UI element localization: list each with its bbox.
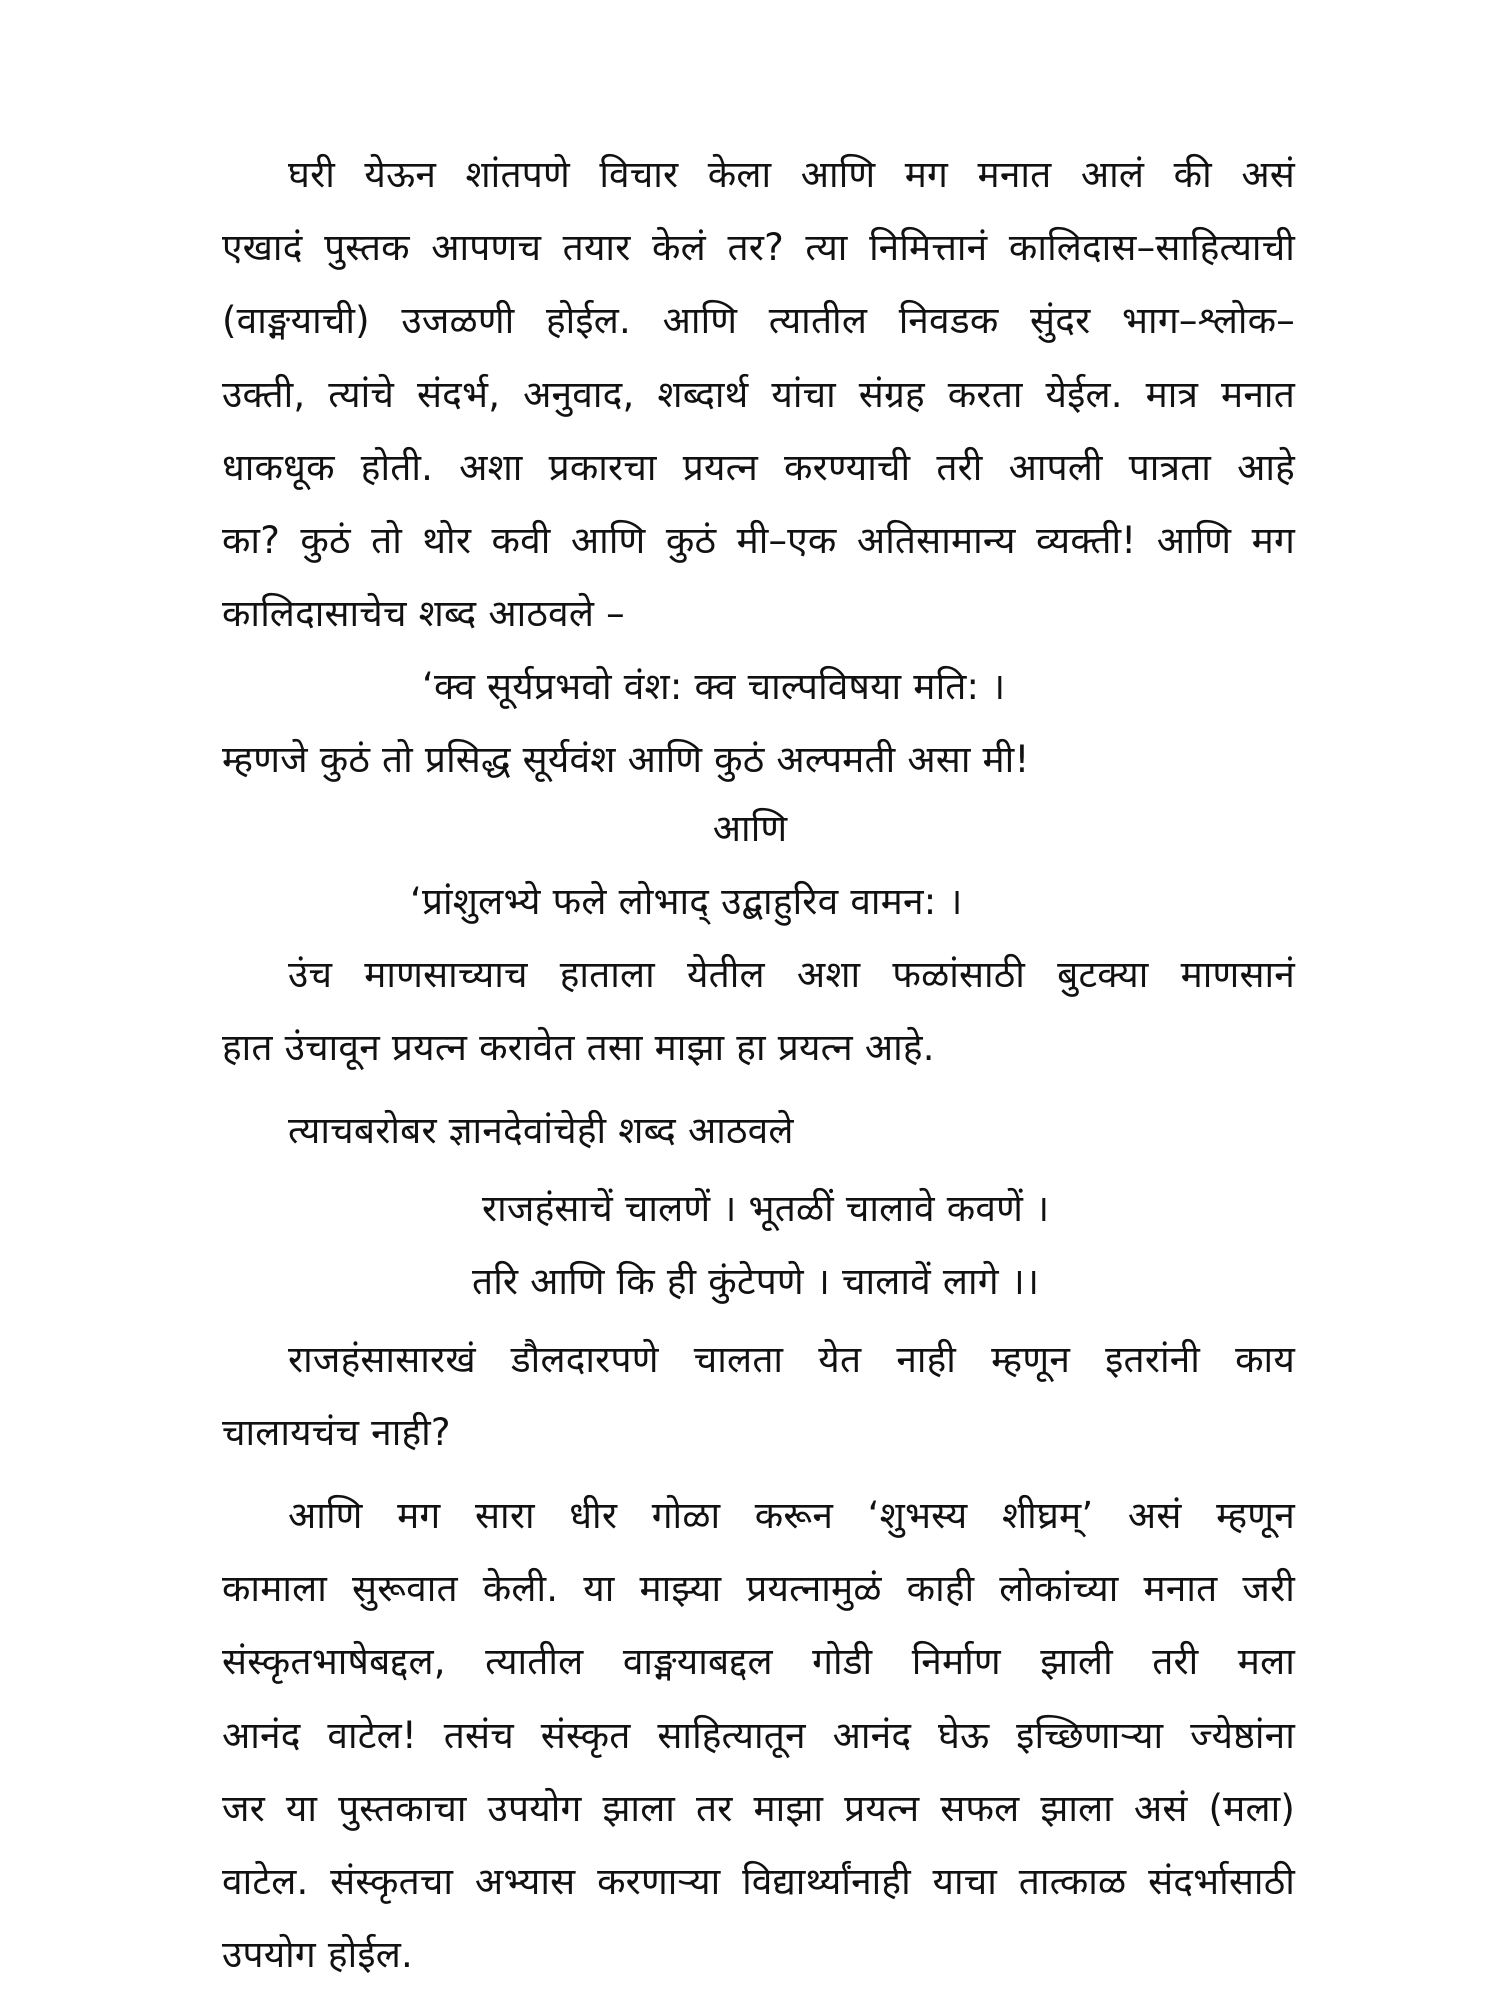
- paragraph-4-line-5: जर या पुस्तकाचा उपयोग झाला तर माझा प्रयत्न सफल झाला असं (मला): [222, 1786, 1295, 1830]
- paragraph-4-line-4: आनंद वाटेल! तसंच संस्कृत साहित्यातून आनंद घेऊ इच्छिणाऱ्या ज्येष्ठांना: [222, 1713, 1295, 1757]
- paragraph-4-line-3: संस्कृतभाषेबद्दल, त्यातील वाङ्मयाबद्दल गोडी निर्माण झाली तरी मला: [222, 1640, 1295, 1684]
- paragraph-4-line-7: उपयोग होईल.: [222, 1933, 413, 1976]
- paragraph-1-line-4: उक्ती, त्यांचे संदर्भ, अनुवाद, शब्दार्थ यांचा संग्रह करता येईल. मात्र मनात: [222, 372, 1295, 416]
- verse-1-meaning: म्हणजे कुठं तो प्रसिद्ध सूर्यवंश आणि कुठं अल्पमती असा मी!: [222, 738, 1030, 782]
- paragraph-4-line-1: आणि मग सारा धीर गोळा करून ‘शुभस्य शीघ्रम्’ असं म्हणून: [288, 1494, 1295, 1538]
- paragraph-1-line-7: कालिदासाचेच शब्द आठवले –: [222, 591, 625, 635]
- verse-2: ‘प्रांशुलभ्ये फले लोभाद् उद्बाहुरिव वामन: ।: [410, 879, 963, 923]
- paragraph-1-line-6: का? कुठं तो थोर कवी आणि कुठं मी–एक अतिसामान्य व्यक्ती! आणि मग: [222, 518, 1295, 562]
- verse-3-line-1: राजहंसाचें चालणें । भूतळीं चालावे कवणें ।: [482, 1186, 1050, 1230]
- paragraph-3-line-1: राजहंसासारखं डौलदारपणे चालता येत नाही म्हणून इतरांनी काय: [288, 1338, 1295, 1381]
- verse-3-line-2: तरि आणि कि ही कुंटेपणे । चालावें लागे ।।: [472, 1260, 1040, 1303]
- paragraph-4-line-6: वाटेल. संस्कृतचा अभ्यास करणाऱ्या विद्यार्थ्यांनाही याचा तात्काळ संदर्भासाठी: [222, 1859, 1295, 1903]
- paragraph-2-line-2: हात उंचावून प्रयत्न करावेत तसा माझा हा प्रयत्न आहे.: [222, 1025, 935, 1069]
- paragraph-2-line-1: उंच माणसाच्याच हाताला येतील अशा फळांसाठी बुटक्या माणसानं: [288, 952, 1295, 996]
- paragraph-1-line-5: धाकधूक होती. अशा प्रकारचा प्रयत्न करण्याची तरी आपली पात्रता आहे: [222, 445, 1295, 489]
- paragraph-1-line-1: घरी येऊन शांतपणे विचार केला आणि मग मनात आलं की असं: [288, 153, 1295, 196]
- paragraph-1-line-3: (वाङ्मयाची) उजळणी होईल. आणि त्यातील निवडक सुंदर भाग–श्लोक–: [222, 299, 1295, 343]
- paragraph-3-line-2: चालायचंच नाही?: [222, 1411, 451, 1455]
- connector-word: आणि: [712, 806, 788, 850]
- verse-1: ‘क्व सूर्यप्रभवो वंश: क्व चाल्पविषया मति: ।: [422, 665, 1006, 709]
- paragraph-1-line-2: एखादं पुस्तक आपणच तयार केलं तर? त्या निमित्तानं कालिदास–साहित्याची: [222, 226, 1295, 270]
- dnyaneshwar-intro: त्याचबरोबर ज्ञानदेवांचेही शब्द आठवले: [288, 1108, 794, 1152]
- paragraph-4-line-2: कामाला सुरूवात केली. या माझ्या प्रयत्नामुळं काही लोकांच्या मनात जरी: [222, 1567, 1295, 1611]
